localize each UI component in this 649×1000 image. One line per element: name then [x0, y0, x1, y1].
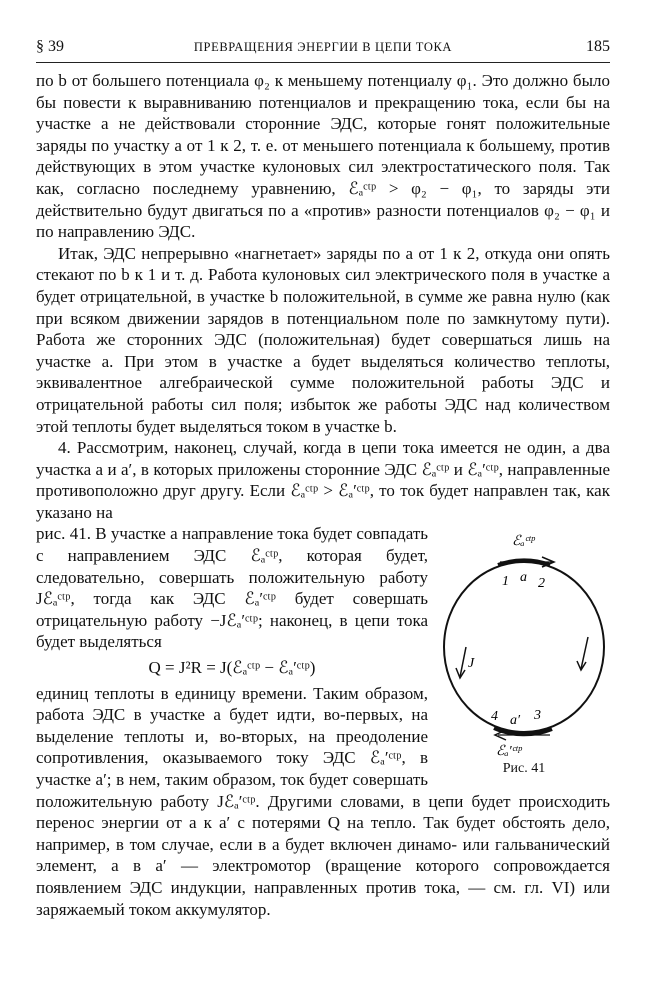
- header-rule: [36, 62, 610, 63]
- paragraph-2: Итак, ЭДС непрерывно «нагнетает» заряды по a от 1 к 2, откуда они опять стекают по b к 1 и т. д. Работа кулоновых сил электрического поля в участке a будет отрицательной, в участке b положительной, в сумме же равна нулю (как при всяком движении зарядов в потенциальном поле по замкнутому пути). Работа же сторонних ЭДС (положительная) будет совершаться лишь на участке a. При этом в участке a будет выделяться количество теплоты, эквивалентное алгебраической сумме положительной работы ЭДС и отрицательной работы сил поля; избыток же работы ЭДС над количеством этой теплоты будет выделяться током в участке b.: [36, 243, 610, 436]
- label-a-prime: a′: [510, 713, 521, 729]
- page-number: 185: [586, 38, 610, 55]
- emf-top-label: ℰₐᶜᵗᵖ: [512, 534, 535, 550]
- label-1: 1: [502, 574, 509, 590]
- section-number: § 39: [36, 38, 64, 55]
- running-title: ПРЕВРАЩЕНИЯ ЭНЕРГИИ В ЦЕПИ ТОКА: [193, 40, 453, 54]
- emf-bottom-label: ℰₐ′ᶜᵗᵖ: [496, 744, 522, 760]
- paragraph-3-conclusion: единиц теплоты в единицу времени. Таким образом, работа ЭДС в участке a будет идти, во-первых, на выделение теплоты и, во-вторых, на преодоление сопротивления, оказываемого току ЭДС ℰₐ′ᶜᵗᵖ, в участке a′; в нем, таким образом, ток будет совершать положительную работу Jℰₐ′ᶜᵗᵖ. Другими словами, в цепи будет происходить перенос энергии от a к a′ с потерями Q на тепло. Так будет обстоять дело, например, в том случае, если в a будет включен динамо- или гальванический элемент, а в a′ — электромотор (вращение которого сопровождается появлением ЭДС индукции, направленных против тока, — см. гл. VI) или заряжаемый током аккумулятор.: [36, 683, 610, 919]
- figure-41: [438, 529, 610, 779]
- paragraph-3-figure-ref: рис. 41. В участке a направление тока будет совпадать с направлением ЭДС ℰₐᶜᵗᵖ, которая будет, следовательно, совершать положительную работу Jℰₐᶜᵗᵖ, тогда как ЭДС ℰₐ′ᶜᵗᵖ будет совершать отрицательную работу −Jℰₐ′ᶜᵗᵖ; наконец, в цепи тока будет выделяться: [36, 524, 428, 652]
- paragraph-3-intro: 4. Рассмотрим, наконец, случай, когда в цепи тока имеется не один, а два участка a и a′, в которых приложены сторонние ЭДС ℰₐᶜᵗᵖ и ℰₐ′ᶜᵗᵖ, направленные противоположно друг другу. Если ℰₐᶜᵗᵖ > ℰₐ′ᶜᵗᵖ, то ток будет направлен так, как указано на: [36, 438, 610, 522]
- circuit-loop: [444, 562, 604, 732]
- label-2: 2: [538, 576, 545, 592]
- label-a: a: [520, 570, 527, 586]
- circuit-diagram: [438, 529, 610, 759]
- figure-caption: Рис. 41: [502, 761, 546, 777]
- page-body: [36, 70, 610, 920]
- label-J: J: [468, 656, 475, 672]
- paragraph-1: по b от большего потенциала φ₂ к меньшему потенциалу φ₁. Это должно было бы повести к выравниванию потенциалов и прекращению тока, если бы на участке a не действовали сторонние ЭДС, которые гонят положительные заряды по участку a от 1 к 2, т. е. от меньшего потенциала к большему, против действующих в этом участке кулоновых сил электростатического поля. Так как, согласно последнему уравнению, ℰₐᶜᵗᵖ > φ₂ − φ₁, то заряды эти действительно будут двигаться по a «против» разности потенциалов φ₂ − φ₁ и по направлению ЭДС.: [36, 71, 610, 242]
- label-4: 4: [491, 709, 498, 725]
- label-3: 3: [534, 708, 541, 724]
- heat-formula: Q = J²R = J(ℰₐᶜᵗᵖ − ℰₐ′ᶜᵗᵖ): [148, 658, 316, 678]
- page-header: [36, 38, 610, 60]
